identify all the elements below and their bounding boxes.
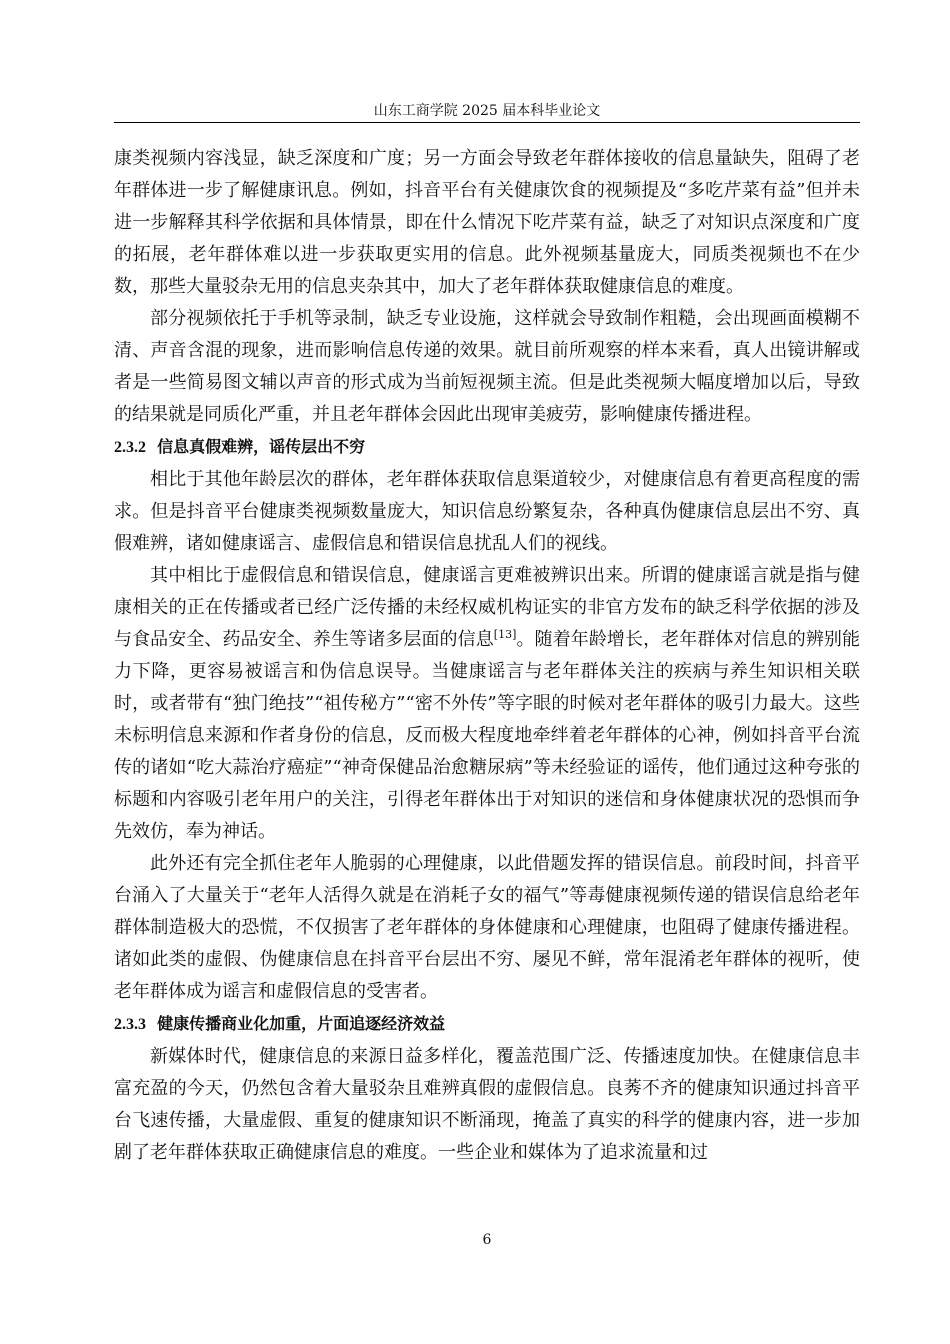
section-heading-2-3-2 (114, 431, 860, 464)
section-title: 健康传播商业化加重，片面追逐经济效益 (157, 1014, 446, 1033)
paragraph-info-demand: 相比于其他年龄层次的群体，老年群体获取信息渠道较少，对健康信息有着更高程度的需求。但是抖音平台健康类视频数量庞大，知识信息纷繁复杂，各种真伪健康信息层出不穷、真假难辨，诸如健康谣言、虚假信息和错误信息扰乱人们的视线。 (114, 469, 860, 554)
section-heading-2-3-3 (114, 1008, 860, 1041)
section-number: 2.3.2 (114, 439, 146, 456)
paragraph-false-info: 此外还有完全抓住老年人脆弱的心理健康，以此借题发挥的错误信息。前段时间，抖音平台涌入了大量关于“老年人活得久就是在消耗子女的福气”等毒健康视频传递的错误信息给老年群体制造极大的恐慌，不仅损害了老年群体的身体健康和心理健康，也阻碍了健康传播进程。诸如此类的虚假、伪健康信息在抖音平台层出不穷、屡见不鲜，常年混淆老年群体的视听，使老年群体成为谣言和虚假信息的受害者。 (114, 853, 860, 1002)
section-title: 信息真假难辨，谣传层出不穷 (157, 437, 366, 456)
paragraph-video-production: 部分视频依托于手机等录制，缺乏专业设施，这样就会导致制作粗糙，会出现画面模糊不清、声音含混的现象，进而影响信息传递的效果。就目前所观察的样本来看，真人出镜讲解或者是一些简易图文辅以声音的形式成为当前短视频主流。但是此类视频大幅度增加以后，导致的结果就是同质化严重，并且老年群体会因此出现审美疲劳，影响健康传播进程。 (114, 308, 860, 425)
paragraph-health-rumors (114, 560, 860, 848)
page-body (114, 143, 860, 1169)
page-number: 6 (482, 1232, 492, 1248)
citation-ref: [13] (493, 628, 517, 641)
paragraph-new-media: 新媒体时代，健康信息的来源日益多样化，覆盖范围广泛、传播速度加快。在健康信息丰富充盈的今天，仍然包含着大量驳杂且难辨真假的虚假信息。良莠不齐的健康知识通过抖音平台飞速传播，大量虚假、重复的健康知识不断涌现，掩盖了真实的科学的健康内容，进一步加剧了老年群体获取正确健康信息的难度。一些企业和媒体为了追求流量和过 (114, 1046, 860, 1163)
paragraph-text: 其中相比于虚假信息和错误信息，健康谣言更难被辨识出来。所谓的健康谣言就是指与健康相关的正在传播或者已经广泛传播的未经权威机构证实的非官方发布的缺乏科学依据的涉及与食品安全、药品安全、养生等诸多层面的信息 (114, 565, 860, 650)
section-number: 2.3.3 (114, 1016, 146, 1033)
header-rule (114, 122, 860, 123)
paragraph-text: 。随着年龄增长，老年群体对信息的辨别能力下降，更容易被谣言和伪信息误导。当健康谣言与老年群体关注的疾病与养生知识相关联时，或者带有“独门绝技”“祖传秘方”“密不外传”等字眼的时候对老年群体的吸引力最大。这些未标明信息来源和作者身份的信息，反而极大程度地牵绊着老年群体的心神，例如抖音平台流传的诸如“吃大蒜治疗癌症”“神奇保健品治愈糖尿病”等未经验证的谣传，他们通过这种夸张的标题和内容吸引老年用户的关注，引得老年群体出于对知识的迷信和身体健康状况的恐惧而争先效仿，奉为神话。 (114, 629, 861, 842)
paragraph-continued: 康类视频内容浅显，缺乏深度和广度；另一方面会导致老年群体接收的信息量缺失，阻碍了老年群体进一步了解健康讯息。例如，抖音平台有关健康饮食的视频提及“多吃芹菜有益”但并未进一步解释其科学依据和具体情景，即在什么情况下吃芹菜有益，缺乏了对知识点深度和广度的拓展，老年群体难以进一步获取更实用的信息。此外视频基量庞大，同质类视频也不在少数，那些大量驳杂无用的信息夹杂其中，加大了老年群体获取健康信息的难度。 (114, 148, 860, 297)
page-header: 山东工商学院 2025 届本科毕业论文 (373, 103, 601, 119)
